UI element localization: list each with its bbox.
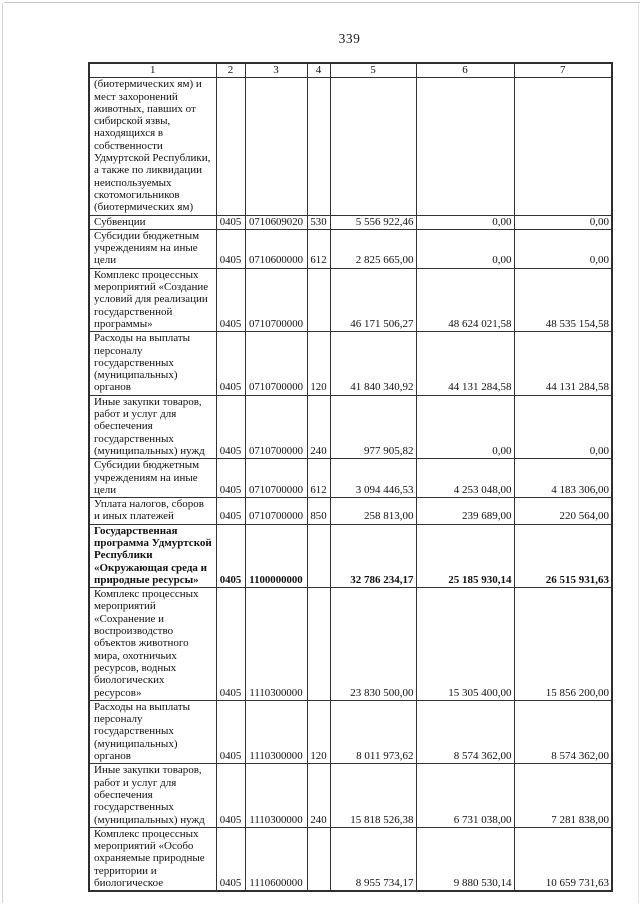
table-row <box>89 268 612 331</box>
code-cell <box>307 268 330 331</box>
code-cell: 0405 <box>216 268 245 331</box>
table-body <box>89 78 612 892</box>
table-header-row <box>89 63 612 78</box>
amount-cell: 239 689,00 <box>416 498 514 525</box>
table-row <box>89 78 612 215</box>
table-row <box>89 215 612 229</box>
expense-name-cell: Субвенции <box>89 215 216 229</box>
code-cell: 1100000000 <box>245 524 307 587</box>
amount-cell: 0,00 <box>514 215 612 229</box>
code-cell <box>216 78 245 215</box>
code-cell: 0710700000 <box>245 332 307 395</box>
expense-name-cell: (биотермических ям) и мест захоронений животных, павших от сибирской язвы, находящихся в собственности Удмуртской Республики, а также по ликвидации неиспользуемых скотомогильников (биотермических ям) <box>89 78 216 215</box>
code-cell: 0405 <box>216 588 245 701</box>
amount-cell: 0,00 <box>416 215 514 229</box>
amount-cell: 8 574 362,00 <box>514 700 612 763</box>
page-number: 339 <box>338 31 361 46</box>
code-cell: 120 <box>307 332 330 395</box>
column-header: 3 <box>245 63 307 78</box>
table-row <box>89 459 612 498</box>
code-cell: 0710609020 <box>245 215 307 229</box>
code-cell: 0405 <box>216 215 245 229</box>
expense-name-cell: Расходы на выплаты персоналу государственных (муниципальных) органов <box>89 700 216 763</box>
code-cell: 1110300000 <box>245 700 307 763</box>
amount-cell: 4 253 048,00 <box>416 459 514 498</box>
amount-cell: 258 813,00 <box>330 498 416 525</box>
amount-cell: 25 185 930,14 <box>416 524 514 587</box>
code-cell: 0710700000 <box>245 498 307 525</box>
table-row <box>89 588 612 701</box>
table-row <box>89 700 612 763</box>
code-cell: 0405 <box>216 459 245 498</box>
code-cell <box>245 78 307 215</box>
code-cell: 0405 <box>216 764 245 827</box>
code-cell: 1110300000 <box>245 588 307 701</box>
code-cell: 0405 <box>216 229 245 268</box>
code-cell: 530 <box>307 215 330 229</box>
expense-name-cell: Комплекс процессных мероприятий «Сохранение и воспроизводство объектов животного мира, охотничьих ресурсов, водных биологических ресурсов» <box>89 588 216 701</box>
table-row <box>89 498 612 525</box>
expense-name-cell: Иные закупки товаров, работ и услуг для обеспечения государственных (муниципальных) нужд <box>89 395 216 458</box>
code-cell: 0405 <box>216 524 245 587</box>
code-cell <box>307 524 330 587</box>
column-header: 1 <box>89 63 216 78</box>
code-cell: 0405 <box>216 498 245 525</box>
budget-table <box>88 62 613 892</box>
code-cell: 1110300000 <box>245 764 307 827</box>
amount-cell: 0,00 <box>416 229 514 268</box>
expense-name-cell: Государственная программа Удмуртской Республики «Окружающая среда и природные ресурсы» <box>89 524 216 587</box>
amount-cell: 15 305 400,00 <box>416 588 514 701</box>
amount-cell: 48 535 154,58 <box>514 268 612 331</box>
amount-cell: 0,00 <box>514 395 612 458</box>
amount-cell: 44 131 284,58 <box>514 332 612 395</box>
code-cell: 850 <box>307 498 330 525</box>
amount-cell: 15 856 200,00 <box>514 588 612 701</box>
amount-cell: 8 011 973,62 <box>330 700 416 763</box>
amount-cell: 0,00 <box>416 395 514 458</box>
table-row <box>89 332 612 395</box>
amount-cell: 8 574 362,00 <box>416 700 514 763</box>
expense-name-cell: Расходы на выплаты персоналу государственных (муниципальных) органов <box>89 332 216 395</box>
amount-cell: 5 556 922,46 <box>330 215 416 229</box>
code-cell: 0405 <box>216 700 245 763</box>
amount-cell <box>514 78 612 215</box>
table-row <box>89 827 612 891</box>
amount-cell: 32 786 234,17 <box>330 524 416 587</box>
column-header: 6 <box>416 63 514 78</box>
amount-cell: 220 564,00 <box>514 498 612 525</box>
expense-name-cell: Иные закупки товаров, работ и услуг для обеспечения государственных (муниципальных) нужд <box>89 764 216 827</box>
code-cell: 0405 <box>216 827 245 891</box>
code-cell: 1110600000 <box>245 827 307 891</box>
amount-cell: 6 731 038,00 <box>416 764 514 827</box>
table-row <box>89 395 612 458</box>
amount-cell: 23 830 500,00 <box>330 588 416 701</box>
amount-cell <box>330 78 416 215</box>
scan-edge-top <box>4 2 640 3</box>
column-header: 4 <box>307 63 330 78</box>
amount-cell: 7 281 838,00 <box>514 764 612 827</box>
amount-cell: 44 131 284,58 <box>416 332 514 395</box>
amount-cell: 15 818 526,38 <box>330 764 416 827</box>
expense-name-cell: Комплекс процессных мероприятий «Создание условий для реализации государственной программы» <box>89 268 216 331</box>
code-cell: 0405 <box>216 395 245 458</box>
code-cell: 120 <box>307 700 330 763</box>
code-cell: 240 <box>307 764 330 827</box>
amount-cell: 46 171 506,27 <box>330 268 416 331</box>
code-cell <box>307 827 330 891</box>
code-cell: 612 <box>307 229 330 268</box>
table-row <box>89 764 612 827</box>
amount-cell: 0,00 <box>514 229 612 268</box>
amount-cell: 3 094 446,53 <box>330 459 416 498</box>
amount-cell: 4 183 306,00 <box>514 459 612 498</box>
code-cell <box>307 78 330 215</box>
scan-edge-right <box>638 3 639 903</box>
code-cell: 0710700000 <box>245 395 307 458</box>
amount-cell: 10 659 731,63 <box>514 827 612 891</box>
amount-cell: 9 880 530,14 <box>416 827 514 891</box>
code-cell: 612 <box>307 459 330 498</box>
code-cell: 0405 <box>216 332 245 395</box>
amount-cell: 977 905,82 <box>330 395 416 458</box>
expense-name-cell: Субсидии бюджетным учреждениям на иные цели <box>89 459 216 498</box>
amount-cell <box>416 78 514 215</box>
table-row <box>89 229 612 268</box>
code-cell: 0710600000 <box>245 229 307 268</box>
amount-cell: 41 840 340,92 <box>330 332 416 395</box>
amount-cell: 26 515 931,63 <box>514 524 612 587</box>
code-cell: 0710700000 <box>245 268 307 331</box>
code-cell: 240 <box>307 395 330 458</box>
scan-edge-left <box>2 3 3 903</box>
amount-cell: 48 624 021,58 <box>416 268 514 331</box>
column-header: 7 <box>514 63 612 78</box>
code-cell <box>307 588 330 701</box>
amount-cell: 2 825 665,00 <box>330 229 416 268</box>
column-header: 5 <box>330 63 416 78</box>
amount-cell: 8 955 734,17 <box>330 827 416 891</box>
table-row <box>89 524 612 587</box>
expense-name-cell: Комплекс процессных мероприятий «Особо охраняемые природные территории и биологическое <box>89 827 216 891</box>
column-header: 2 <box>216 63 245 78</box>
expense-name-cell: Субсидии бюджетным учреждениям на иные цели <box>89 229 216 268</box>
expense-name-cell: Уплата налогов, сборов и иных платежей <box>89 498 216 525</box>
code-cell: 0710700000 <box>245 459 307 498</box>
